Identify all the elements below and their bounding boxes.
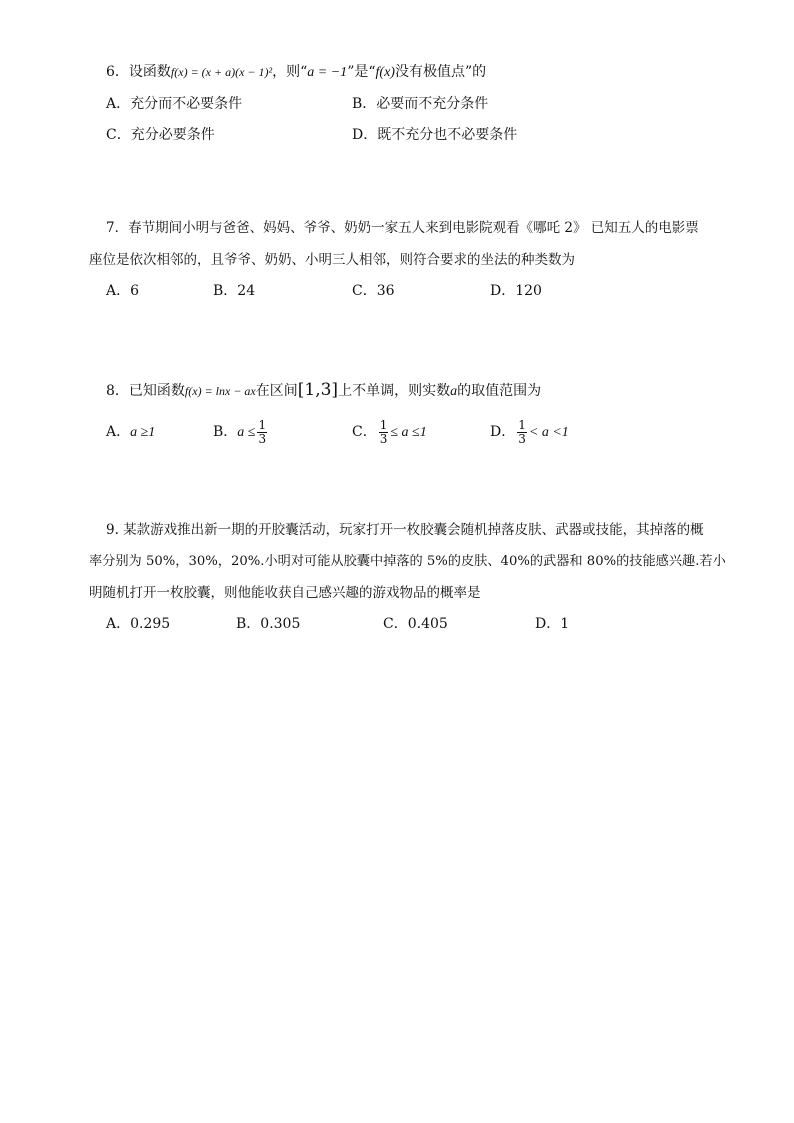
question-7-stem-line-2: 座位是依次相邻的，且爷爷、奶奶、小明三人相邻，则符合要求的坐法的种类数为 — [89, 252, 575, 268]
question-9-stem-line-2: 率分别为 50%，30%，20%.小明对可能从胶囊中掉落的 5%的皮肤、40%的武器和 80%的技能感兴趣.若小 — [89, 554, 726, 569]
question-number: 6． — [106, 64, 129, 80]
fraction-one-third: $\frac{1}{3}$ — [379, 417, 388, 446]
question-6-stem — [106, 62, 486, 83]
question-9-option-d: D．1 — [535, 616, 570, 632]
question-6-option-d: D．既不充分也不必要条件 — [352, 127, 518, 143]
question-9-option-b: B．0.305 — [236, 616, 301, 632]
stem-text: 的取值范围为 — [457, 383, 542, 399]
question-8-option-b: B．a ≤ $\frac{1}{3}$ — [213, 417, 267, 446]
question-7-option-a: A．6 — [106, 283, 140, 299]
question-9-option-a: A．0.295 — [106, 616, 171, 632]
fraction-one-third: $\frac{1}{3}$ — [258, 417, 267, 446]
question-9-stem-line-3: 明随机打开一枚胶囊，则他能收获自己感兴趣的游戏物品的概率是 — [89, 585, 481, 601]
stem-text: 已知函数 — [128, 383, 185, 399]
stem-text: 设函数 — [128, 64, 171, 80]
question-7-option-b: B．24 — [213, 283, 256, 299]
question-8-stem — [106, 380, 541, 402]
variable-symbol: a — [450, 384, 458, 399]
question-8-option-c: C． $\frac{1}{3}$ ≤ a ≤1 — [352, 417, 427, 446]
question-6-option-a: A．充分而不必要条件 — [106, 96, 243, 112]
stem-text: ，则“ — [272, 64, 308, 80]
question-8-option-a: A．a ≥1 — [106, 424, 156, 440]
question-7-option-d: D．120 — [490, 283, 542, 299]
question-8-option-d: D． $\frac{1}{3}$ < a <1 — [490, 417, 569, 446]
function-symbol: f(x) — [375, 65, 395, 80]
interval-formula: [1,3] — [297, 380, 339, 400]
function-formula: f(x) = lnx − ax — [184, 384, 256, 398]
question-9-stem-line-1: 9. 某款游戏推出新一期的开胶囊活动，玩家打开一枚胶囊会随机掉落皮肤、武器或技能，其掉落的概 — [106, 522, 704, 538]
question-6-option-b: B．必要而不充分条件 — [352, 96, 489, 112]
condition-formula: a = −1 — [307, 65, 348, 80]
question-number: 8． — [106, 383, 129, 399]
stem-text: 上不单调，则实数 — [338, 383, 451, 399]
question-7-option-c: C．36 — [352, 283, 395, 299]
question-9-option-c: C．0.405 — [383, 616, 448, 632]
stem-text: 在区间 — [255, 383, 298, 399]
question-7-stem-line-1: 7．春节期间小明与爸爸、妈妈、爷爷、奶奶一家五人来到电影院观看《哪吒 2》 已知五人的电影票 — [106, 220, 699, 236]
question-6-option-c: C．充分必要条件 — [106, 127, 215, 143]
stem-text: 没有极值点”的 — [394, 64, 487, 80]
stem-text: ”是“ — [347, 64, 376, 80]
fraction-one-third: $\frac{1}{3}$ — [518, 417, 526, 446]
function-formula: f(x) = (x + a)(x − 1)² — [170, 65, 273, 79]
